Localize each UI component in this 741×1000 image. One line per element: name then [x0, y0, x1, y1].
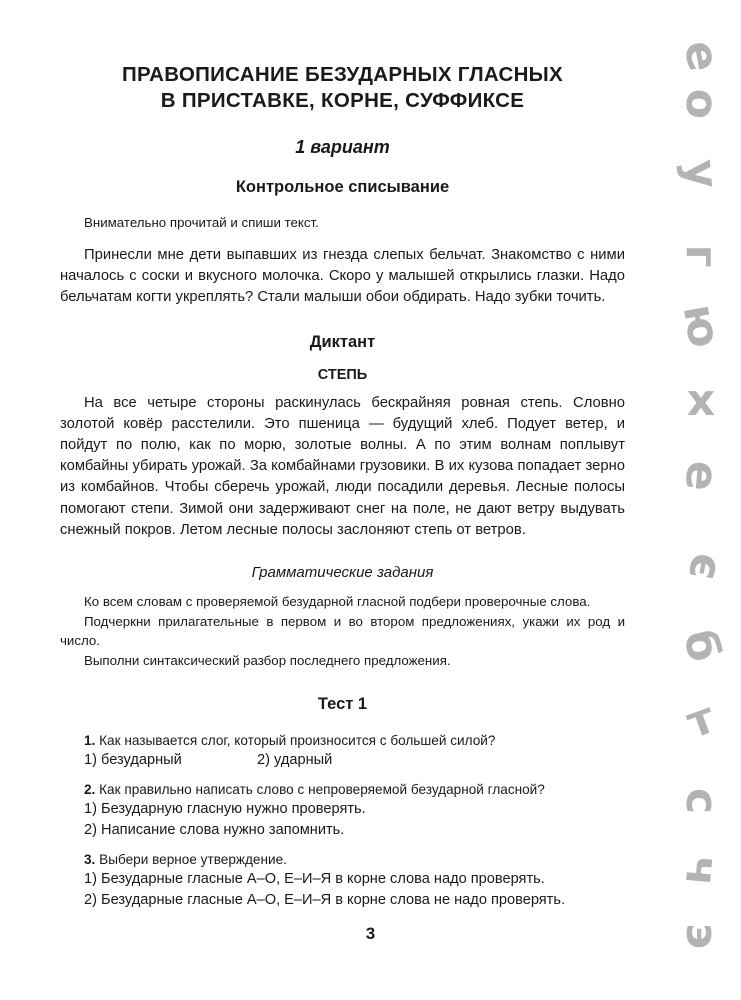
- answer-option-2: 2) ударный: [257, 752, 333, 769]
- page-content: [60, 62, 625, 911]
- variant-heading: 1 вариант: [295, 137, 390, 157]
- question-label: Выбери верное утверждение.: [99, 852, 287, 868]
- question-label: Как правильно написать слово с непроверяемой безударной гласной?: [99, 782, 545, 798]
- answer-option-1: 1) Безударную гласную нужно проверять.: [84, 801, 366, 818]
- question-text: [60, 780, 625, 799]
- question-number: 3.: [84, 852, 96, 868]
- side-letter-e: е: [673, 36, 730, 76]
- page-number: 3: [365, 924, 376, 943]
- side-letter-h: х: [686, 375, 716, 426]
- side-letter-t: т: [680, 692, 722, 749]
- page-title-line-1: ПРАВОПИСАНИЕ БЕЗУДАРНЫХ ГЛАСНЫХ: [121, 63, 564, 86]
- answer-option-1: 1) безударный: [84, 752, 182, 769]
- question-text: [60, 731, 625, 750]
- grammar-task-3: Выполни синтаксический разбор последнего предложения.: [84, 652, 451, 668]
- test-heading: Тест 1: [317, 695, 368, 714]
- side-letter-g: г: [676, 244, 727, 268]
- side-letter-eh: э: [673, 548, 728, 584]
- test-question-3: [60, 850, 625, 911]
- side-letter-u: у: [674, 157, 729, 191]
- grammar-heading: Грамматические задания: [251, 564, 434, 582]
- grammar-task-1: Ко всем словам с проверяемой безударной гласной подбери проверочные слова.: [84, 594, 591, 610]
- dictation-heading: Диктант: [309, 332, 376, 351]
- question-text: [60, 850, 625, 869]
- copy-instruction: Внимательно прочитай и спиши текст.: [84, 215, 319, 230]
- side-letter-o: о: [674, 86, 729, 122]
- dictation-text: На все четыре стороны раскинулась бескрайняя ровная степь. Словно золотой ковёр расстелили. Это пшеница — будущий хлеб. Подует ветер, и пойдут по полю, как по морю, золотые волны. А по этим волнам поплывут комбайны убирать урожай. За комбайнами грузовики. В их кузова попадает зерно из комбайнов. Чтобы сберечь урожай, люди посадили деревья. Лесные полосы помогают степи. Зимой они задерживают снег на поле, не дают ветру выдувать снежный покров. Летом лесные полосы заслоняют степь от ветров.: [60, 394, 625, 538]
- question-label: Как называется слог, который произносится с большей силой?: [99, 733, 496, 749]
- copy-heading: Контрольное списывание: [235, 178, 450, 196]
- answer-option-1: 1) Безударные гласные А–О, Е–И–Я в корне слова надо проверять.: [84, 871, 545, 888]
- side-letter-eh2: э: [676, 922, 727, 950]
- side-letter-yu: ю: [672, 300, 731, 352]
- answer-row: [60, 750, 625, 771]
- test-question-1: [60, 731, 625, 771]
- dictation-subheading: СТЕПЬ: [317, 366, 368, 383]
- answer-option-2: 2) Безударные гласные А–О, Е–И–Я в корне слова не надо проверять.: [84, 892, 566, 909]
- decorative-letter-column: [631, 30, 741, 990]
- side-letter-ch: ч: [674, 853, 729, 889]
- side-letter-e2: е: [674, 458, 729, 494]
- side-letter-b: б: [673, 626, 730, 666]
- side-letter-s: с: [676, 787, 727, 815]
- grammar-task-2: Подчеркни прилагательные в первом и во втором предложениях, укажи их род и число.: [60, 614, 625, 648]
- copy-text: Принесли мне дети выпавших из гнезда слепых бельчат. Знакомство с ними началось с соски и вкусного молочка. Скоро у малышей открылись глазки. Надо бельчатам когти укреплять? Стали малыши обои обдирать. Надо зубки точить.: [60, 247, 625, 306]
- page-title-line-2: В ПРИСТАВКЕ, КОРНЕ, СУФФИКСЕ: [160, 89, 525, 112]
- test-question-2: [60, 780, 625, 841]
- answer-option-2: 2) Написание слова нужно запомнить.: [84, 822, 345, 839]
- question-number: 2.: [84, 782, 96, 798]
- question-number: 1.: [84, 733, 96, 749]
